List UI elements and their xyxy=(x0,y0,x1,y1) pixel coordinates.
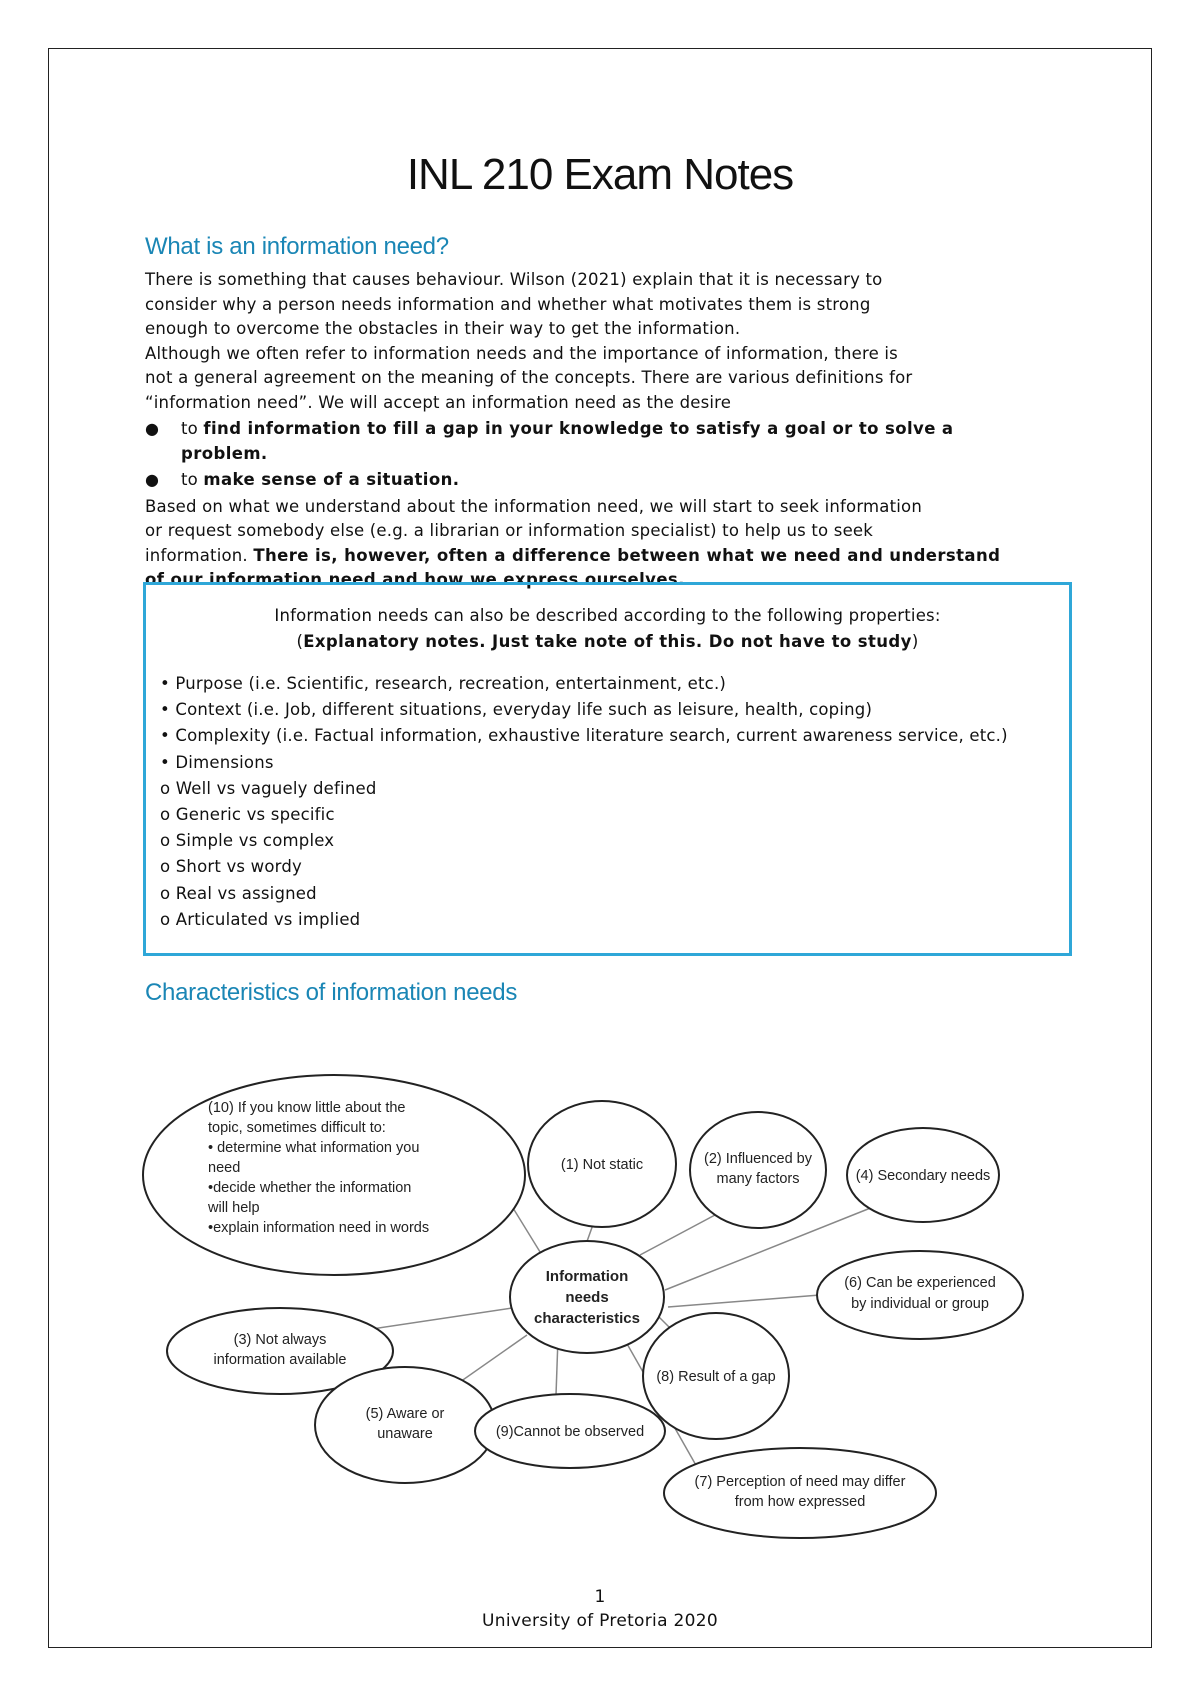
bullet-bold-text: find information to fill a gap in your knowledge to satisfy a goal or to solve a problem. xyxy=(181,419,954,463)
body-bold-text: of our information need and how we express ourselves. xyxy=(145,570,685,589)
body-line: or request somebody else (e.g. a librarian or information specialist) to help us to seek xyxy=(145,521,874,540)
node-10-label: •explain information need in words xyxy=(208,1220,430,1236)
footer xyxy=(0,1585,1200,1633)
property-subitem: o Simple vs complex xyxy=(160,831,335,851)
node-5 xyxy=(315,1367,495,1483)
body-line: not a general agreement on the meaning of the concepts. There are various definitions for xyxy=(145,368,913,387)
node-3-label: (3) Not always xyxy=(233,1332,327,1348)
property-item: • Context (i.e. Job, different situations, everyday life such as leisure, health, coping) xyxy=(160,700,873,720)
property-item: • Dimensions xyxy=(160,752,274,772)
connector-line xyxy=(365,1308,512,1330)
node-10-label: will help xyxy=(208,1200,260,1216)
node-7-label: (7) Perception of need may differ xyxy=(694,1474,906,1490)
node-6-label: (6) Can be experienced xyxy=(844,1275,996,1291)
node-2 xyxy=(690,1112,826,1228)
body-line: There is something that causes behaviour. Wilson (2021) explain that it is necessary to xyxy=(145,270,883,289)
node-2-label: (2) Influenced by xyxy=(703,1151,813,1167)
body-line: consider why a person needs information and whether what motivates them is strong xyxy=(145,294,871,314)
center-label: characteristics xyxy=(534,1310,640,1327)
node-4-label: (4) Secondary needs xyxy=(855,1168,991,1184)
bullet-dot-icon: ● xyxy=(145,419,160,438)
connector-line xyxy=(640,1215,715,1255)
node-5-label: (5) Aware or xyxy=(365,1406,445,1422)
center-label: needs xyxy=(565,1289,609,1306)
body-line: “information need”. We will accept an information need as the desire xyxy=(145,392,732,412)
node-5-label: unaware xyxy=(377,1426,433,1442)
bullet-dot-icon: ● xyxy=(145,470,160,489)
property-subitem: o Short vs wordy xyxy=(160,857,302,877)
center-label: Information xyxy=(545,1268,629,1285)
body-text: information. xyxy=(145,545,254,565)
node-7 xyxy=(664,1448,936,1538)
node-6-label: by individual or group xyxy=(851,1296,989,1312)
page-title: INL 210 Exam Notes xyxy=(406,150,794,199)
node-2-label: many factors xyxy=(716,1171,800,1187)
node-10-label: topic, sometimes difficult to: xyxy=(208,1120,386,1136)
page-number: 1 xyxy=(594,1587,606,1607)
bullet-prefix: to xyxy=(181,470,204,489)
node-8-label: (8) Result of a gap xyxy=(656,1369,776,1385)
body-bold-text: There is, however, often a difference between what we need and understand xyxy=(253,545,1001,565)
property-item: • Purpose (i.e. Scientific, research, recreation, entertainment, etc.) xyxy=(160,674,727,693)
node-3-label: information available xyxy=(213,1352,347,1368)
body-line: enough to overcome the obstacles in their way to get the information. xyxy=(145,319,741,338)
box-note: (Explanatory notes. Just take note of this. Do not have to study) xyxy=(296,632,919,651)
section-heading-characteristics: Characteristics of information needs xyxy=(145,979,518,1006)
bullet-prefix: to xyxy=(181,419,204,438)
node-9-label: (9)Cannot be observed xyxy=(495,1424,645,1440)
node-7-label: from how expressed xyxy=(734,1494,866,1510)
bullet-bold-text: make sense of a situation. xyxy=(203,470,460,489)
node-10-label: •decide whether the information xyxy=(208,1180,412,1196)
property-item: • Complexity (i.e. Factual information, exhaustive literature search, current awareness service, etc.) xyxy=(160,726,1008,746)
node-6 xyxy=(817,1251,1023,1339)
section-heading-information-need: What is an information need? xyxy=(145,233,449,260)
node-10-label: • determine what information you xyxy=(208,1140,420,1156)
node-10-label: need xyxy=(208,1160,241,1176)
box-intro-text: Information needs can also be described according to the following properties: xyxy=(274,606,941,625)
node-1-label: (1) Not static xyxy=(560,1157,644,1173)
node-10-label: (10) If you know little about the xyxy=(208,1100,406,1116)
body-line: Based on what we understand about the information need, we will start to seek information xyxy=(145,496,923,516)
body-line: Although we often refer to information needs and the importance of information, there is xyxy=(145,343,898,363)
box-note-bold: Explanatory notes. Just take note of this. Do not have to study xyxy=(303,632,912,651)
property-subitem: o Articulated vs implied xyxy=(160,909,361,929)
property-subitem: o Generic vs specific xyxy=(160,805,335,825)
property-subitem: o Well vs vaguely defined xyxy=(160,778,377,798)
footer-institution: University of Pretoria 2020 xyxy=(482,1611,718,1631)
property-subitem: o Real vs assigned xyxy=(160,883,317,903)
connector-line xyxy=(668,1295,820,1307)
